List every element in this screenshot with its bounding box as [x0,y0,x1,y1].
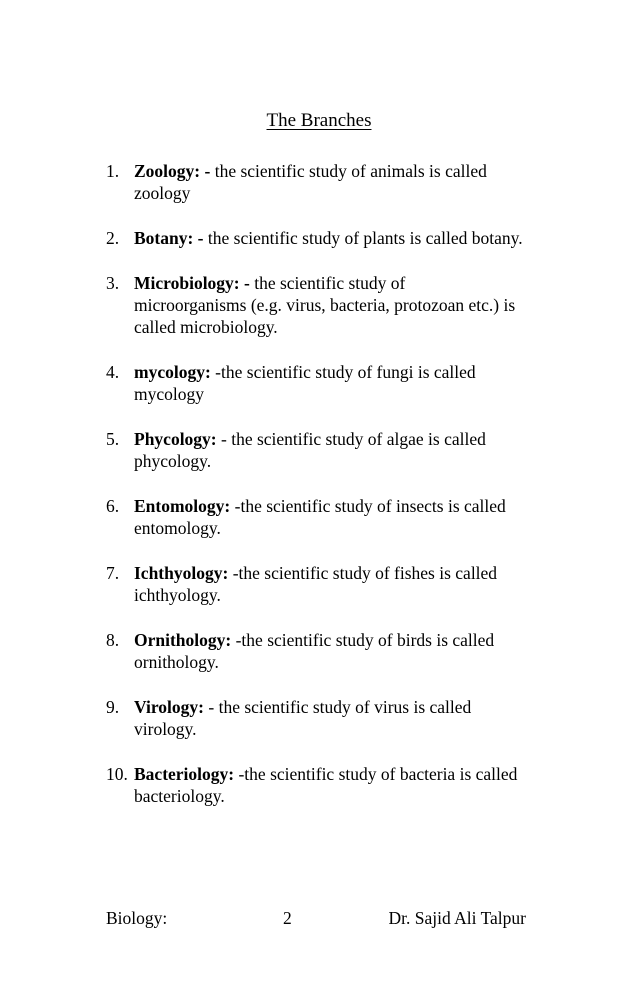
footer-subject: Biology: [106,908,168,928]
footer-page-number: 2 [283,908,292,928]
list-item [106,272,518,338]
item-number: 7. [106,563,120,583]
branch-definition: - the scientific study of algae is called phycology. [134,429,486,471]
branch-term: Bacteriology: [134,764,235,784]
branch-term: Phycology: [134,429,217,449]
branch-term: mycology: [134,362,211,382]
branch-definition: the scientific study of animals is called zoology [134,161,487,203]
item-number: 9. [106,697,120,717]
item-number: 1. [106,161,120,181]
branch-term: Ichthyology: [134,563,229,583]
item-number: 6. [106,496,120,516]
list-item [106,428,554,472]
list-item [106,629,564,673]
list-item [106,160,538,204]
footer-author: Dr. Sajid Ali Talpur [388,908,526,928]
page-title-text: The Branches [266,110,372,131]
branch-definition: -the scientific study of fishes is called ichthyology. [134,563,498,605]
item-number: 8. [106,630,120,650]
branch-term: Entomology: [134,496,231,516]
item-number: 10. [106,764,128,784]
page-title [0,110,638,132]
branch-term: Microbiology: - [134,273,250,293]
branch-term: Virology: [134,697,204,717]
item-number: 5. [106,429,120,449]
list-item [106,495,528,539]
list-item [106,562,518,606]
branch-list [106,160,546,830]
item-number: 3. [106,273,120,293]
item-number: 2. [106,228,120,248]
list-item [106,361,538,405]
branch-term: Zoology: - [134,161,211,181]
branch-definition: - the scientific study of virus is called virology. [134,697,472,739]
list-item [106,696,538,740]
branch-definition: -the scientific study of insects is called entomology. [134,496,506,538]
branch-term: Botany: - [134,228,204,248]
branch-definition: -the scientific study of bacteria is called bacteriology. [134,764,518,806]
page-footer [106,908,526,932]
branch-definition: -the scientific study of birds is called ornithology. [134,630,495,672]
branch-term: Ornithology: [134,630,232,650]
list-item [106,227,538,249]
branch-definition: the scientific study of plants is called botany. [203,228,523,248]
list-item [106,763,538,807]
item-number: 4. [106,362,120,382]
branch-definition: -the scientific study of fungi is called mycology [134,362,476,404]
branch-definition: the scientific study of microorganisms (e.g. virus, bacteria, protozoan etc.) is called microbiology. [134,273,516,337]
